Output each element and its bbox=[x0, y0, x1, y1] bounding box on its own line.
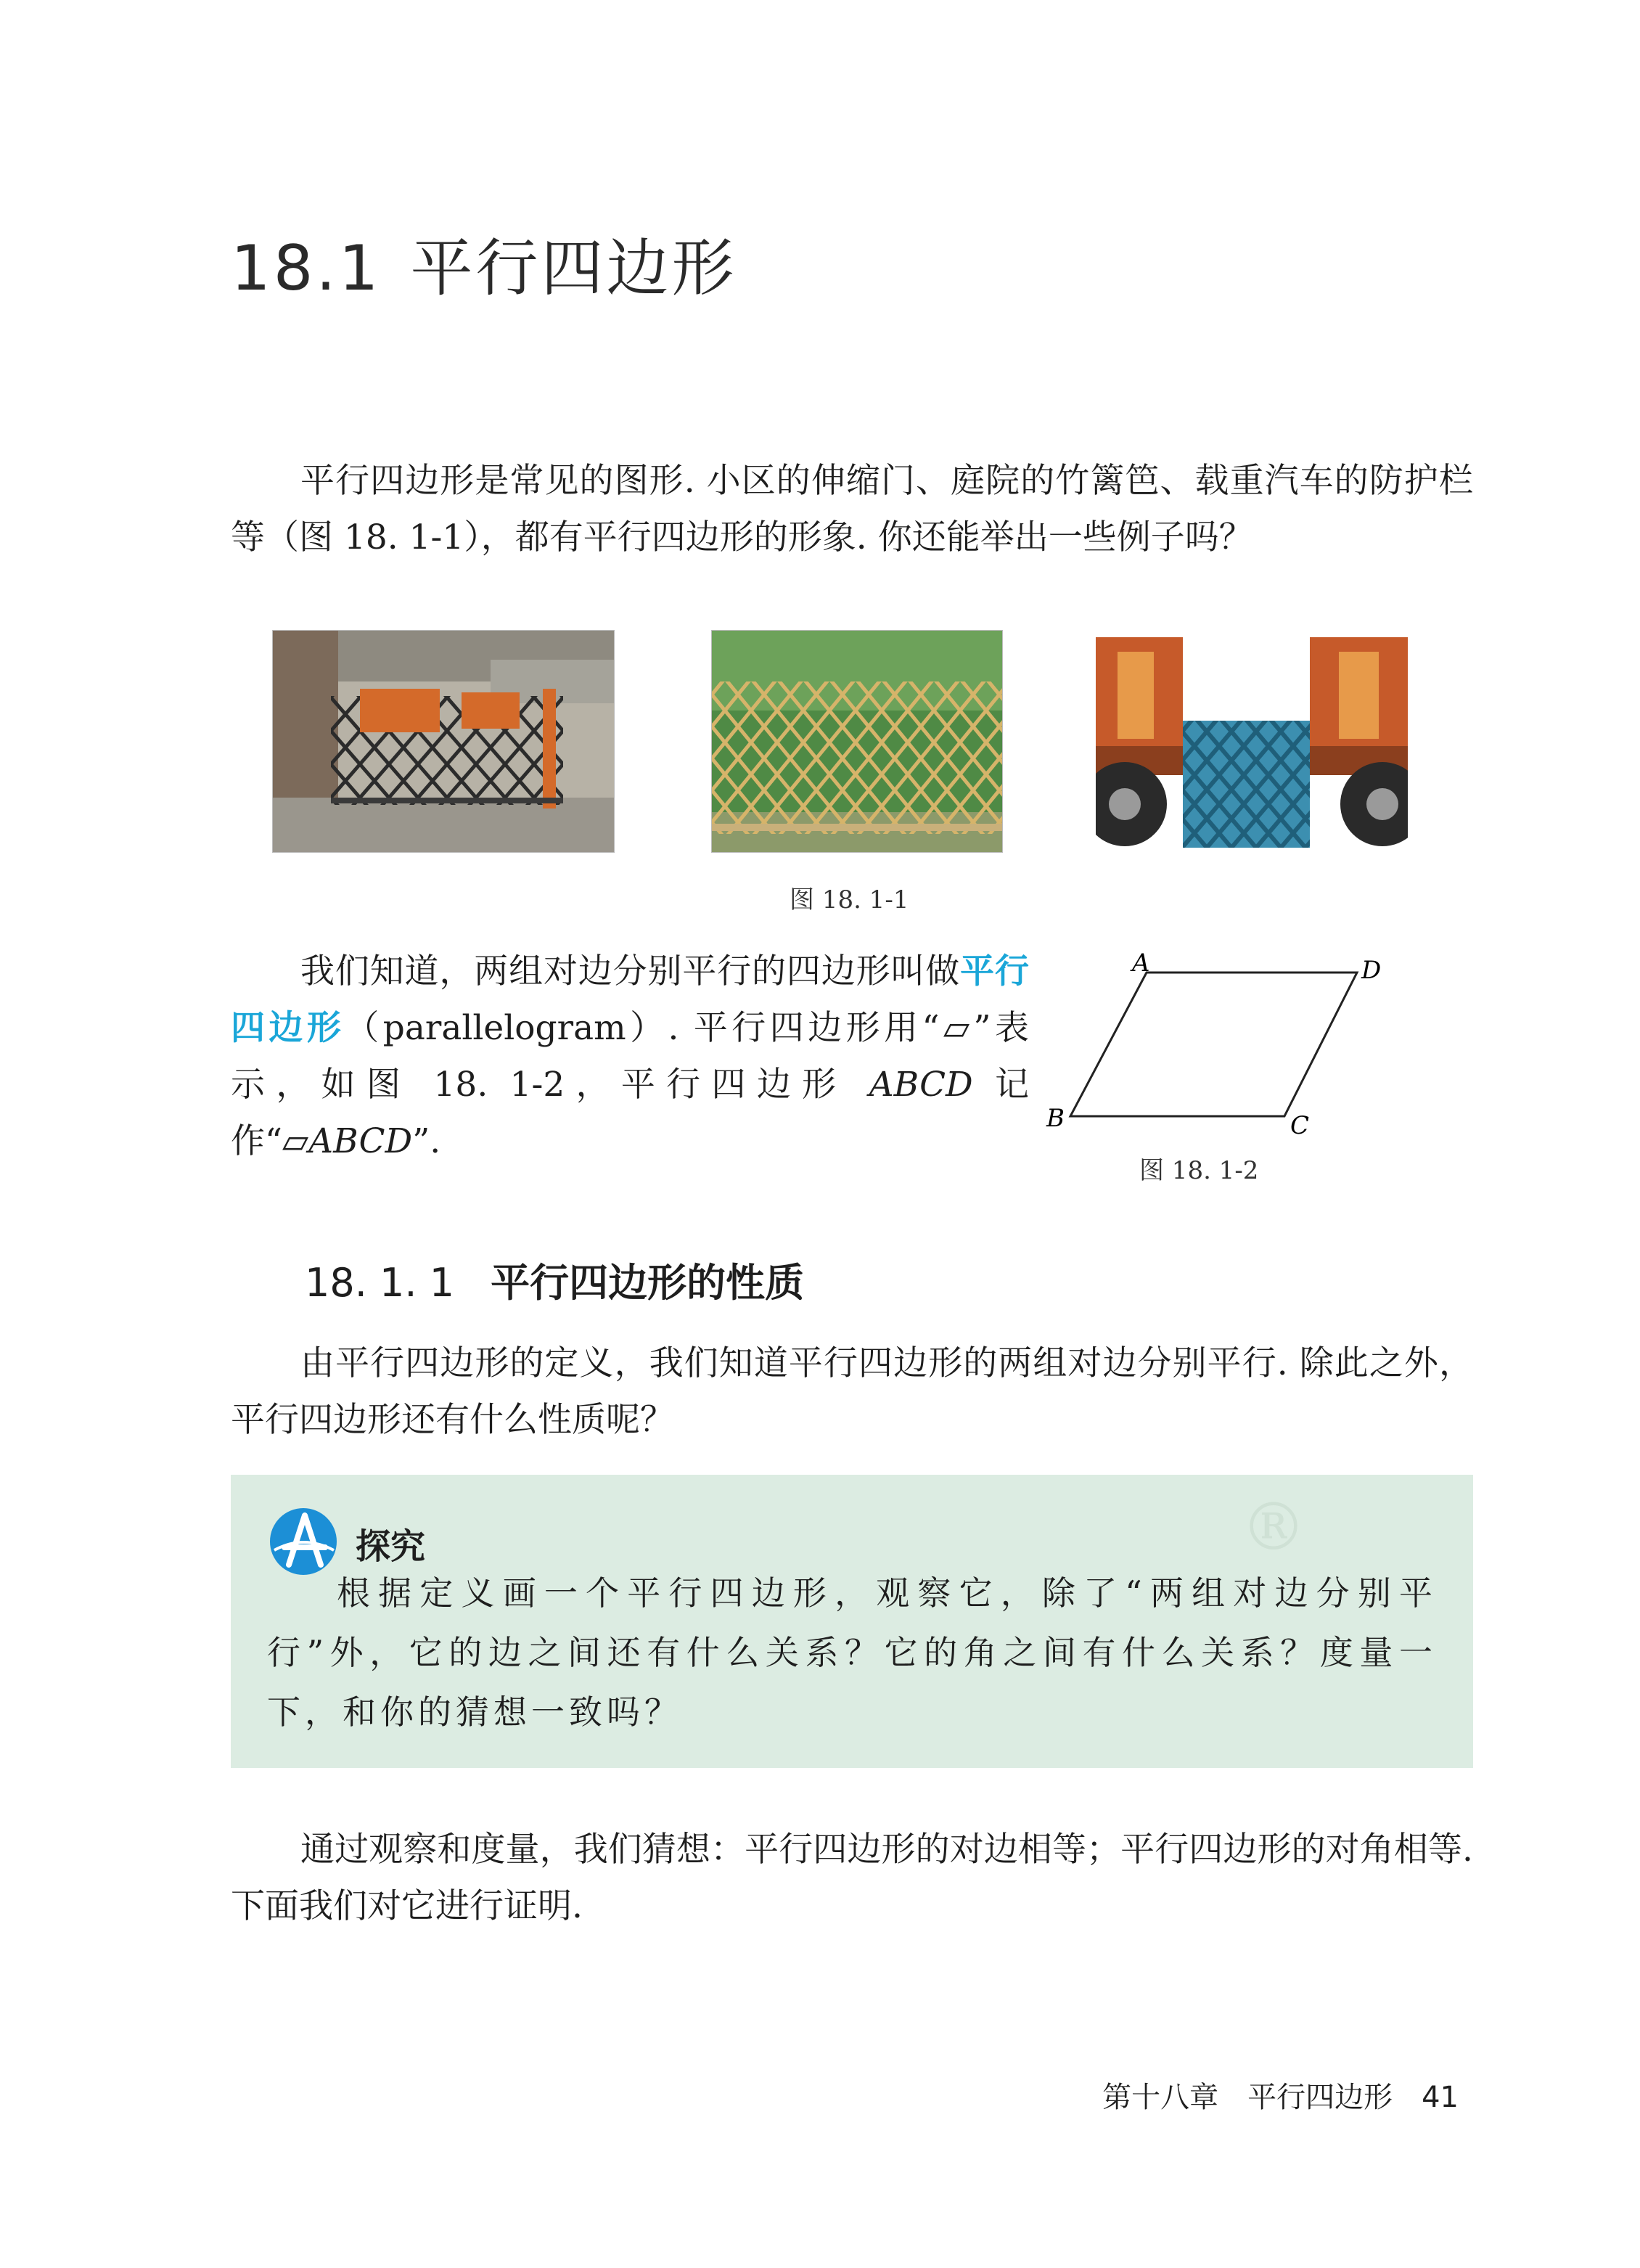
vertex-label-b: B bbox=[1046, 1104, 1065, 1133]
page-number: 41 bbox=[1422, 2081, 1459, 2114]
photo-truck-guardrail bbox=[1096, 630, 1408, 851]
vertex-label-c: C bbox=[1290, 1111, 1310, 1140]
definition-text-4: 记作“ bbox=[231, 1065, 1029, 1161]
intro-paragraph bbox=[231, 453, 1473, 566]
vertex-label-a: A bbox=[1132, 949, 1150, 978]
parallelogram-symbol-name: ▱ABCD bbox=[282, 1121, 413, 1161]
footer-chapter-title: 平行四边形 bbox=[1247, 2081, 1393, 2114]
parallelogram-shape bbox=[1070, 973, 1357, 1116]
section-title-text: 平行四边形 bbox=[410, 232, 737, 305]
explore-label: 探究 bbox=[356, 1526, 426, 1567]
footer-chapter: 第十八章 bbox=[1102, 2081, 1219, 2114]
intro-text: 平行四边形是常见的图形. 小区的伸缩门、庭院的竹篱笆、载重汽车的防护栏等（图 18. 1-1），都有平行四边形的形象. 你还能举出一些例子吗？ bbox=[231, 461, 1473, 557]
definition-paragraph bbox=[231, 943, 1029, 1170]
subsection-number: 18. 1. 1 bbox=[305, 1260, 455, 1306]
definition-text-5: ”. bbox=[412, 1121, 441, 1161]
figure1-caption: 图 18. 1-1 bbox=[790, 885, 909, 914]
conjecture-text: 通过观察和度量，我们猜想：平行四边形的对边相等；平行四边形的对角相等. 下面我们对它进行证明. bbox=[231, 1830, 1473, 1926]
conjecture-paragraph bbox=[231, 1822, 1473, 1935]
parallelogram-name: ABCD bbox=[869, 1065, 973, 1105]
watermark-registered: ® bbox=[1241, 1489, 1306, 1565]
explore-box bbox=[231, 1475, 1473, 1768]
vertex-label-d: D bbox=[1361, 956, 1382, 985]
definition-text-2: （parallelogram）. 平行四边形用“ bbox=[345, 1008, 940, 1048]
properties-intro-text: 由平行四边形的定义，我们知道平行四边形的两组对边分别平行. 除此之外，平行四边形还有什么性质呢？ bbox=[231, 1343, 1473, 1440]
photo-bamboo-fence bbox=[711, 630, 1003, 853]
definition-text-1: 我们知道，两组对边分别平行的四边形叫做 bbox=[300, 951, 961, 991]
figure2-caption: 图 18. 1-2 bbox=[1139, 1156, 1259, 1185]
page-footer bbox=[1102, 2074, 1459, 2116]
definition-text-3: ”表示，如图 18. 1-2，平行四边形 bbox=[231, 1008, 1029, 1105]
properties-intro-paragraph bbox=[231, 1335, 1473, 1449]
explore-text: 根据定义画一个平行四边形，观察它，除了“两组对边分别平行”外，它的边之间还有什么关系？它的角之间有什么关系？度量一下，和你的猜想一致吗？ bbox=[267, 1573, 1437, 1732]
section-title bbox=[231, 218, 737, 308]
section-number: 18.1 bbox=[231, 232, 382, 305]
parallelogram-symbol: ▱ bbox=[939, 1008, 974, 1048]
parallelogram-diagram bbox=[1038, 943, 1415, 1176]
subsection-title: 平行四边形的性质 bbox=[491, 1260, 805, 1306]
key-term-parallelogram: 平行四边形 bbox=[231, 951, 1030, 1048]
photo-retractable-gate bbox=[272, 630, 615, 853]
subsection-heading bbox=[305, 1252, 804, 1308]
